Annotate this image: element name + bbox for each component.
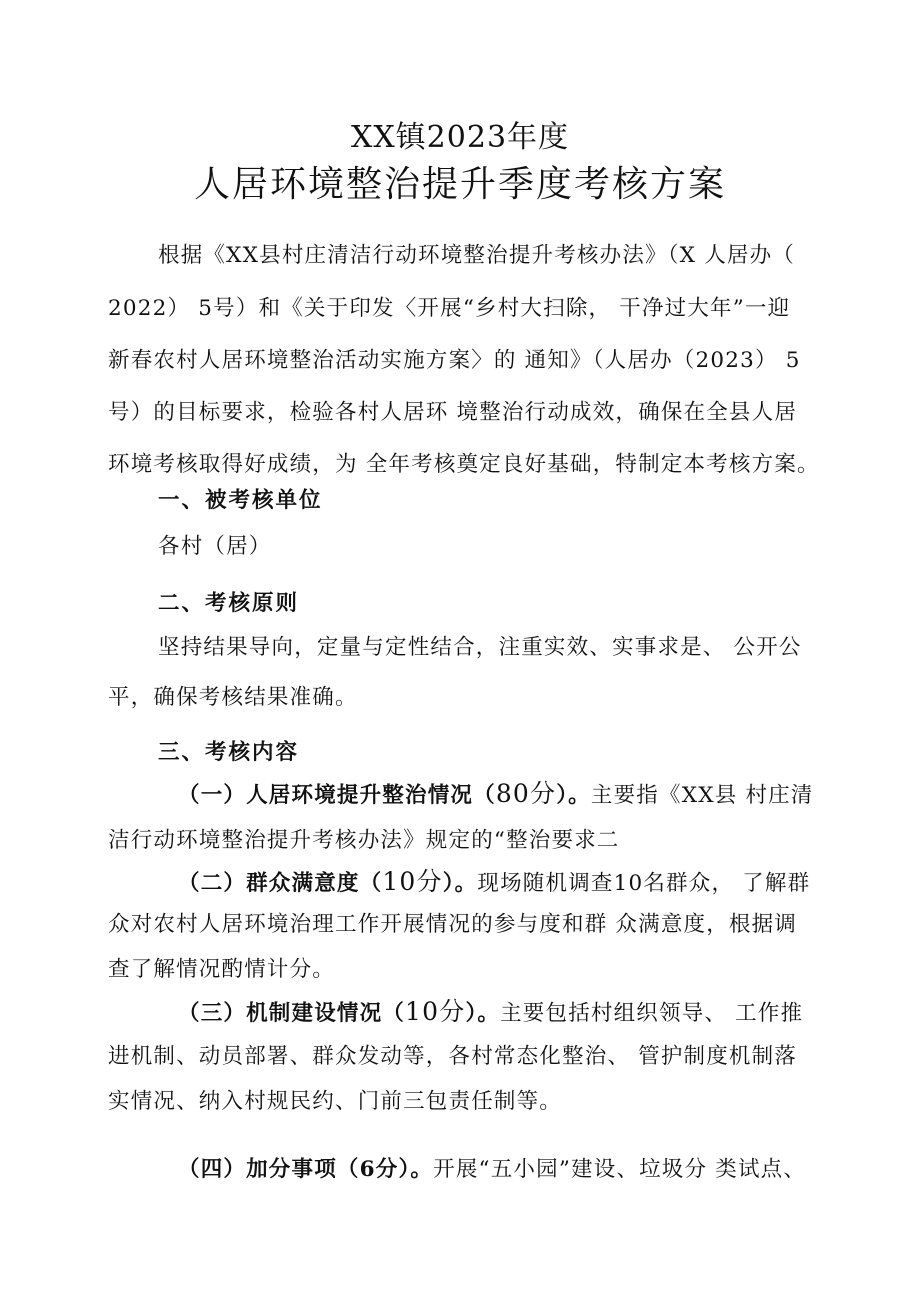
section1-text: 各村（居） (158, 534, 272, 559)
item4-text: 开展“五小园”建设、垃圾分 类试点、 (433, 1157, 807, 1182)
item3-line-3: 实情况、纳入村规民约、门前三包责任制等。 (108, 1089, 563, 1114)
item1-line-2: 洁行动环境整治提升考核办法》规定的“整治要求二 (108, 828, 620, 853)
intro-line-5: 环境考核取得好成绩，为 全年考核奠定良好基础，特制定本考核方案。 (108, 452, 820, 477)
document-title-line1: XX镇2023年度 (350, 120, 570, 155)
item4-line-1 (178, 1155, 828, 1185)
section2-line-2: 平，确保考核结果准确。 (108, 685, 358, 710)
item2-score: 10分 (382, 867, 443, 896)
section2-heading: 二、考核原则 (158, 591, 300, 616)
section2-line-1: 坚持结果导向，定量与定性结合，注重实效、实事求是、 公开公 (158, 635, 802, 660)
item3-line-2: 进机制、动员部署、群众发动等，各村常态化整治、 管护制度机制落 (108, 1044, 798, 1069)
item3-line-1 (178, 997, 828, 1029)
item2-label: （二）群众满意度（ (178, 871, 383, 896)
item3-label: （三）机制建设情况（ (178, 1001, 406, 1026)
item1-text: 主要指《XX县 村庄清 (590, 783, 814, 808)
item2-label-end: ）。 (442, 871, 478, 896)
item3-label-end: ）。 (465, 1001, 501, 1026)
item3-text: 主要包括村组织领导、 工作推 (500, 1001, 804, 1026)
intro-line-3: 新春农村人居环境整治活动实施方案〉的 通知》（人居办（2023） 5 (108, 348, 801, 373)
intro-line-1: 根据《XX县村庄清洁行动环境整治提升考核办法》（X 人居办（ (158, 243, 796, 268)
item1-label: （一）人居环境提升整治情况（ (178, 783, 496, 808)
item2-text: 现场随机调查10名群众， 了解群 (477, 871, 811, 896)
item1-label-end: ）。 (556, 783, 591, 808)
section3-heading: 三、考核内容 (158, 740, 300, 765)
document-title-line2: 人居环境整治提升季度考核方案 (193, 164, 726, 205)
item2-line-1 (178, 867, 828, 899)
item1-score: 80分 (495, 779, 557, 808)
section1-heading: 一、被考核单位 (158, 488, 323, 513)
intro-line-4: 号）的目标要求，检验各村人居环 境整治行动成效，确保在全县人居 (108, 400, 798, 425)
item2-line-3: 查了解情况酌情计分。 (108, 957, 336, 982)
item3-score: 10分 (405, 997, 466, 1026)
item4-label: （四）加分事项（6分）。 (178, 1157, 434, 1182)
item2-line-2: 众对农村人居环境治理工作开展情况的参与度和群 众满意度，根据调 (108, 912, 798, 937)
intro-line-2: 2022） 5号）和《关于印发〈开展“乡村大扫除， 干净过大年”一迎 (108, 296, 791, 321)
item1-line-1 (178, 779, 828, 811)
